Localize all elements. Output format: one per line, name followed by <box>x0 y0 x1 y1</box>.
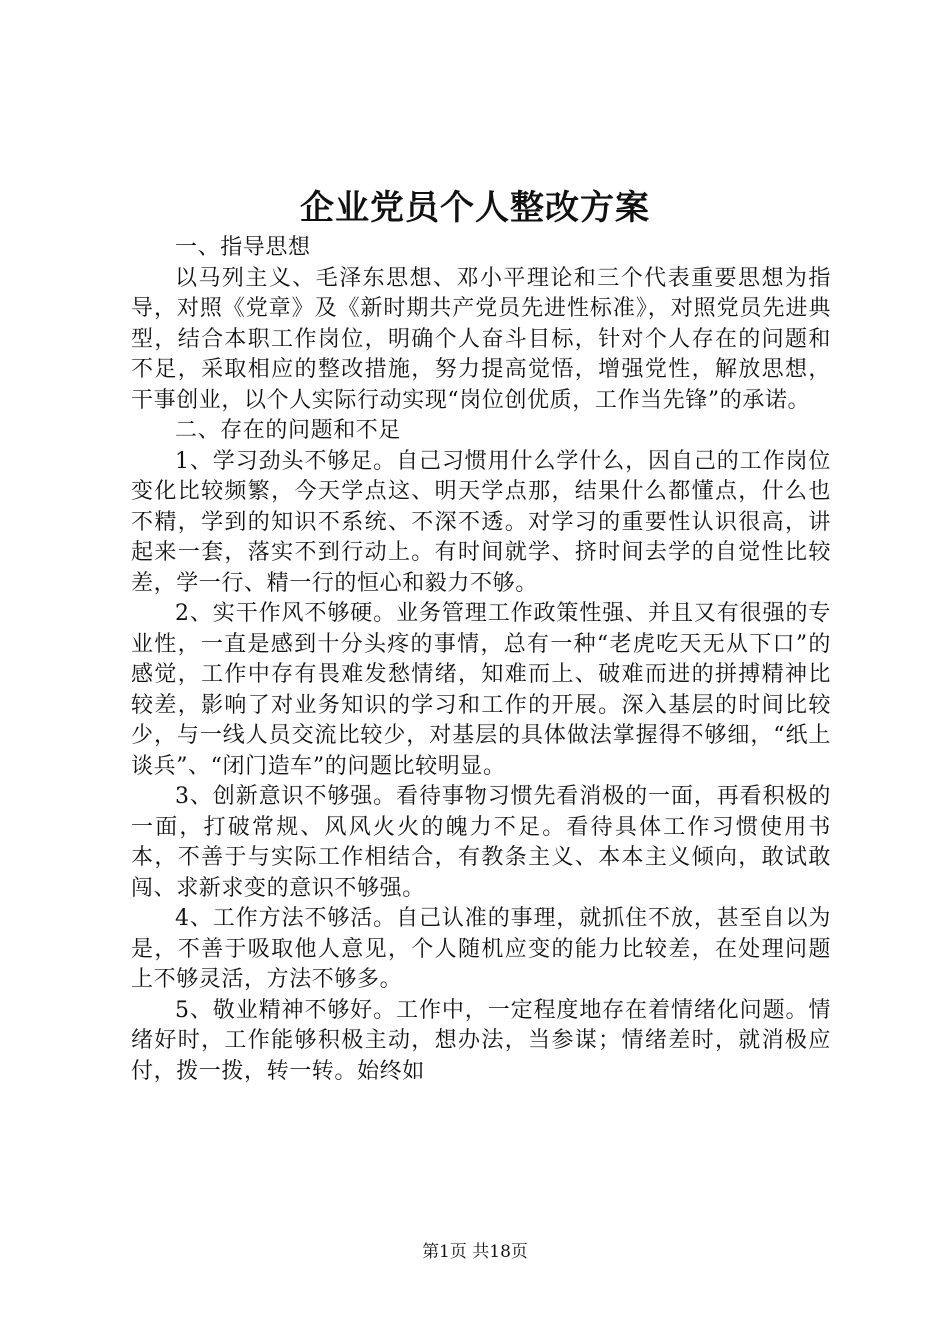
section-heading-problems: 二、存在的问题和不足 <box>175 418 402 443</box>
paragraph-guiding-ideology: 以马列主义、毛泽东思想、邓小平理论和三个代表重要思想为指导，对照《党章》及《新时期共产党员先进性标准》，对照党员先进典型，结合本职工作岗位，明确个人奋斗目标，针对个人存在的问题和不足，采取相应的整改措施，努力提高觉悟，增强党性，解放思想，干事创业，以个人实际行动实现“岗位创优质，工作当先锋”的承诺。 <box>131 265 831 413</box>
document-title: 企业党员个人整改方案 <box>300 188 650 228</box>
paragraph-problem-1: 1、学习劲头不够足。自己习惯用什么学什么，因自己的工作岗位变化比较频繁，今天学点这、明天学点那，结果什么都懂点，什么也不精，学到的知识不系统、不深不透。对学习的重要性认识很高，讲起来一套，落实不到行动上。有时间就学、挤时间去学的自觉性比较差，学一行、精一行的恒心和毅力不够。 <box>131 448 831 596</box>
section-heading-guiding-ideology: 一、指导思想 <box>175 235 311 260</box>
paragraph-problem-3: 3、创新意识不够强。看待事物习惯先看消极的一面，再看积极的一面，打破常规、风风火火的魄力不足。看待具体工作习惯使用书本，不善于与实际工作相结合，有教条主义、本本主义倾向，敢试敢闯、求新求变的意识不够强。 <box>131 784 831 901</box>
paragraph-problem-5: 5、敬业精神不够好。工作中，一定程度地存在着情绪化问题。情绪好时，工作能够积极主动，想办法，当参谋；情绪差时，就消极应付，拨一拨，转一转。始终如 <box>131 997 831 1084</box>
paragraph-problem-4: 4、工作方法不够活。自己认准的事理，就抓住不放，甚至自以为是，不善于吸取他人意见，个人随机应变的能力比较差，在处理问题上不够灵活，方法不够多。 <box>131 906 831 992</box>
document-body <box>131 233 831 1087</box>
paragraph-problem-2: 2、实干作风不够硬。业务管理工作政策性强、并且又有很强的专业性，一直是感到十分头疼的事情，总有一种“老虎吃天无从下口”的感觉，工作中存有畏难发愁情绪，知难而上、破难而进的拼搏精神比较差，影响了对业务知识的学习和工作的开展。深入基层的时间比较少，与一线人员交流比较少，对基层的具体做法掌握得不够细，“纸上谈兵”、“闭门造车”的问题比较明显。 <box>131 601 831 779</box>
page-number-footer: 第1页 共18页 <box>422 1242 528 1262</box>
